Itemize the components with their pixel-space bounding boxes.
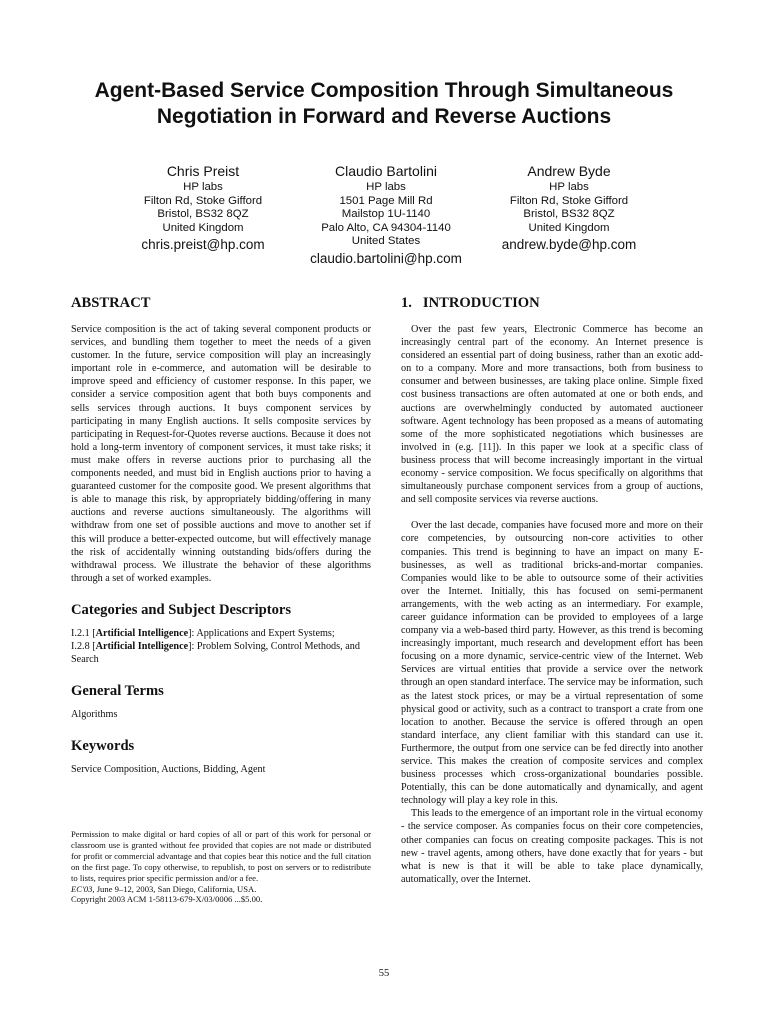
author-affiliation: HP labs: [183, 181, 223, 193]
title-line-1: Agent-Based Service Composition Through Simultaneous: [94, 79, 674, 102]
paper-title: [40, 78, 728, 130]
intro-paragraph-1: Over the past few years, Electronic Commerce has become an increasingly central part of the economy. An Internet presence is considered an essential part of doing business, rather than an exotic add-on to a company. More and more transactions, both from business to consumer and between businesses, are taking place online. Simple fixed cost business transactions are often automated at one or both ends, and auctions are overwhelmingly conducted by automated auctioneer software. Agent technology has been proposed as a means of automating some of the more sophisticated negotiations which businesses are involved in (e.g. [11]). In this paper we look at a specific class of business process that will become increasingly important in the virtual economy - service composition. We focus specifically on algorithms that simultaneously purchase component services from a group of auctions, and sell composite services via reverse auctions.: [401, 324, 703, 506]
general-terms-heading: General Terms: [71, 683, 164, 700]
author-block-1: [103, 163, 303, 253]
author-email: andrew.byde@hp.com: [501, 237, 637, 252]
categories-heading: Categories and Subject Descriptors: [71, 601, 292, 618]
abstract-text: Service composition is the act of taking several component products or services, and bundling them together to meet the needs of a given customer. In the future, service composition will play an increasingly important role in e-commerce, and automation will be desirable to improve speed and efficiency of customer response. In this paper, we consider a service composition agent that both buys components and sells services through auctions. It buys component services by participating in many English auctions. It sells composite services by participating in Request-for-Quotes reverse auctions. Because it does not hold a long-term inventory of component services, it must take risks; it must make offers in reverse auctions prior to purchasing all the components needed, and must bid in English auctions prior to having a guaranteed customer for the composite good. We present algorithms that is able to manage this risk, by appropriately bidding/offering in many auctions and reverse auctions simultaneously. The algorithms will withdraw from one set of possible auctions and move to another set if this will produce a better-expected outcome, but will effectively manage the risk of accidentally winning outstanding bids/offers during the withdrawal process. We illustrate the behavior of these algorithms through a set of worked examples.: [71, 324, 371, 584]
author-email: claudio.bartolini@hp.com: [310, 250, 462, 266]
keywords-heading: Keywords: [71, 738, 135, 755]
author-address: Filton Rd, Stoke Gifford: [143, 194, 263, 207]
author-address: Bristol, BS32 8QZ: [523, 208, 615, 220]
author-address: Filton Rd, Stoke Gifford: [509, 194, 629, 207]
author-address: Bristol, BS32 8QZ: [157, 208, 249, 220]
author-country: United Kingdom: [528, 221, 610, 234]
author-block-2: [286, 163, 486, 267]
page-number: 55: [378, 968, 390, 979]
left-column: [71, 294, 371, 776]
general-terms-text: Algorithms: [71, 709, 118, 721]
right-column: [401, 294, 703, 886]
author-affiliation: HP labs: [366, 181, 406, 193]
abstract-heading: ABSTRACT: [71, 295, 151, 311]
intro-paragraph-2: Over the last decade, companies have focused more and more on their core competencies, by outsourcing non-core activities to other companies. This trend is beginning to have an impact on many E-businesses, as well as traditional bricks-and-mortar companies. Companies would like to be able to outsource some of their activities over the Internet. Initially, this has focused on semi-permanent arrangements, with the web acting as an intermediary. For example, career guidance information can be provided to employees of a large company via a web-based third party. However, as this trend is becoming increasingly important, much research and development effort has been focusing on a more dynamic, service-centric view of the Internet. Web Services are virtual entities that provide a service over the network through an open standard interface. The service may be information, such as the latest stock prices, or may be a virtual representation of some physical good or activity, such as a contract to transport a crate from one location to another. Because the service is offered through an open standard interface, any client familiar with this standard can use it. Furthermore, the output from one service can be fed directly into another service. This makes the creation of composite services and complex business processes which cross-organizational boundaries possible. Potentially, this can be done automatically and dynamically, and agent technology will play a key role in this.: [401, 520, 703, 807]
permission-notice: [71, 829, 371, 905]
author-name: Chris Preist: [166, 163, 240, 179]
introduction-heading: 1. INTRODUCTION: [401, 295, 540, 311]
author-block-3: [469, 163, 669, 253]
author-address: Mailstop 1U-1140: [341, 208, 431, 220]
author-country: United Kingdom: [162, 221, 244, 234]
author-country: United States: [351, 235, 421, 247]
author-address: 1501 Page Mill Rd: [339, 194, 433, 207]
author-affiliation: HP labs: [549, 181, 589, 193]
author-name: Andrew Byde: [527, 163, 611, 179]
author-address: Palo Alto, CA 94304-1140: [321, 221, 451, 234]
author-name: Claudio Bartolini: [335, 163, 437, 179]
permission-text: Permission to make digital or hard copies of all or part of this work for personal or classroom use is granted without fee provided that copies are not made or distributed for profit or commercial advantage and that copies bear this notice and the full citation on the first page. To copy otherwise, to republish, to post on servers or to redistribute to lists, requires prior specific permission and/or a fee.: [71, 829, 371, 883]
intro-paragraph-3: This leads to the emergence of an important role in the virtual economy - the service composer. As companies focus on their core competencies, other companies can focus on creating composite packages. This is not new - travel agents, among others, have done exactly that for years - but what is new is that it will be able to take place dynamically, automatically, over the Internet.: [401, 808, 703, 885]
keywords-text: Service Composition, Auctions, Bidding, Agent: [71, 764, 266, 776]
title-line-2: Negotiation in Forward and Reverse Auctions: [156, 105, 612, 128]
author-email: chris.preist@hp.com: [141, 237, 265, 252]
categories-text: I.2.1 [Artificial Intelligence]: Applications and Expert Systems; I.2.8 [Artificial Intelligence]: Problem Solving, Control Methods, and Search: [71, 627, 360, 666]
conference-venue: EC'03, June 9–12, 2003, San Diego, California, USA.: [71, 883, 257, 894]
copyright-line: Copyright 2003 ACM 1-58113-679-X/03/0006 ...$5.00.: [71, 894, 263, 905]
